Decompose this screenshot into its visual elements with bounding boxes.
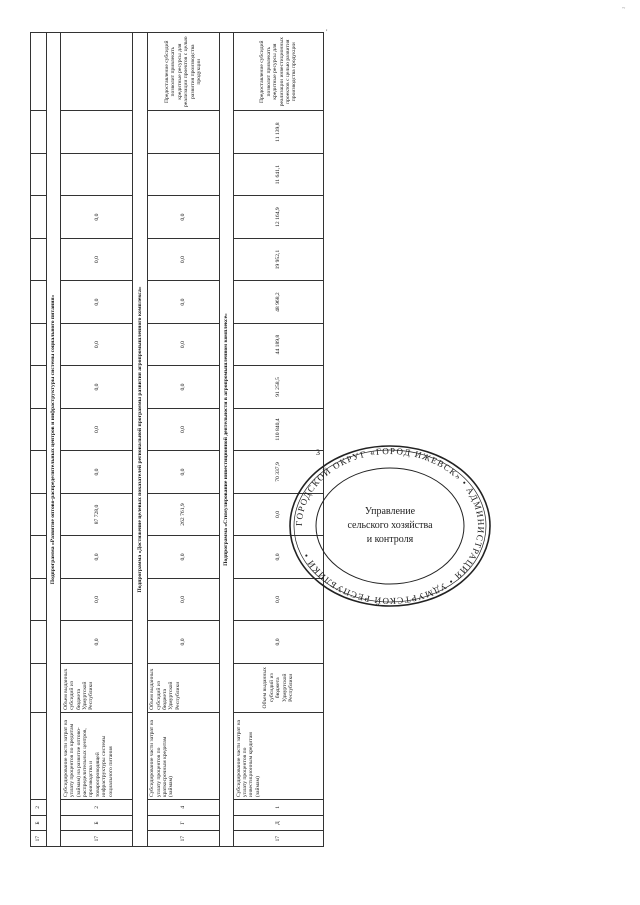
value-cell: 0,0 [147, 578, 219, 620]
measure-name: Субсидирование части затрат на уплату процентов по инвестиционным кредитам (займам) [234, 712, 324, 799]
indicator-name: Объем выданных субсидий из бюджета Удмуртской Республики [61, 663, 133, 712]
value-cell: 0,0 [61, 323, 133, 365]
value-cell: 19 952,1 [234, 238, 324, 280]
value-cell: 12 164,9 [234, 196, 324, 238]
row-code-2: Б [61, 815, 133, 831]
value-cell: 0,0 [234, 578, 324, 620]
seal-line-1: Управление [364, 506, 416, 517]
row-code-3: 1 [234, 800, 324, 816]
value-cell: 0,0 [61, 408, 133, 450]
row-code-2: Д [234, 815, 324, 831]
row-code-1: 17 [234, 831, 324, 847]
row-code-2: Г [147, 815, 219, 831]
section-title: Подпрограмма «Достижение целевых показателей региональной программы развития агропромышленного комплекса» [133, 33, 147, 847]
official-seal [284, 444, 496, 608]
value-cell: 110 840,4 [234, 408, 324, 450]
value-cell: 87 728,0 [61, 493, 133, 535]
value-cell: 0,0 [61, 281, 133, 323]
value-cell: 0,0 [147, 323, 219, 365]
value-cell: 48 968,2 [234, 281, 324, 323]
page-number: 3 [316, 448, 320, 457]
section-row [219, 33, 233, 847]
value-cell: 0,0 [147, 536, 219, 578]
value-cell: 44 189,8 [234, 323, 324, 365]
value-cell: 0,0 [147, 281, 219, 323]
seal-line-2: сельского хозяйства [347, 520, 433, 531]
note-cell: Предоставление субсидий позволит привлекать кредитные ресурсы для реализации проектов с целью развития производства продукции [147, 33, 219, 111]
value-cell: 0,0 [61, 621, 133, 663]
header-cell: 2 [31, 800, 47, 816]
indicator-name: Объем выданных субсидий из бюджета Удмуртской Республики [234, 663, 324, 712]
table-row [61, 33, 133, 847]
note-cell [61, 33, 133, 111]
value-cell: 0,0 [234, 493, 324, 535]
value-cell: 0,0 [147, 366, 219, 408]
row-code-1: 17 [61, 831, 133, 847]
section-title: Подпрограмма «Развитие оптово-распределительных центров и инфраструктуры системы социального питания» [46, 33, 60, 847]
row-code-3: 2 [61, 800, 133, 816]
section-row [46, 33, 60, 847]
table-row [234, 33, 324, 847]
section-title: Подпрограмма «Стимулирование инвестиционной деятельности в агропромышленном комплексе» [219, 33, 233, 847]
indicator-name: Объем выданных субсидий из бюджета Удмуртской Республики [147, 663, 219, 712]
value-cell: 0,0 [147, 238, 219, 280]
measure-name: Субсидирование части затрат на уплату процентов по кредитам (займам) на развитие оптово-распределительных центров, производства и товаропроводящей инфраструктуры системы социального питания [61, 712, 133, 799]
value-cell: 0,0 [147, 408, 219, 450]
seal-ring-text: ГОРОДСКОЙ ОКРУГ «ГОРОД ИЖЕВСК» • АДМИНИСТРАЦИЯ • УДМУРТСКОЙ РЕСПУБЛИКИ • [293, 445, 487, 607]
value-cell: 70 337,9 [234, 451, 324, 493]
row-code-3: 4 [147, 800, 219, 816]
margin-mark: , [326, 26, 328, 32]
value-cell: 11 641,1 [234, 153, 324, 195]
value-cell: 262 761,9 [147, 493, 219, 535]
note-cell: Предоставление субсидий позволит привлекать кредитные ресурсы для реализации инвестиционных проектов с целью развития производства продукции [234, 33, 324, 111]
seal-line-3: и контроля [366, 534, 414, 545]
value-cell: 0,0 [61, 238, 133, 280]
header-cell: 17 [31, 831, 47, 847]
value-cell: 0,0 [61, 536, 133, 578]
row-code-1: 17 [147, 831, 219, 847]
value-cell: 91 258,5 [234, 366, 324, 408]
value-cell: 0,0 [61, 578, 133, 620]
scan-artifact: ~ [622, 6, 626, 12]
value-cell: 0,0 [147, 451, 219, 493]
measure-name: Субсидирование части затрат на уплату процентов по краткосрочным кредитам (займам) [147, 712, 219, 799]
value-cell: 0,0 [61, 451, 133, 493]
value-cell: 0,0 [234, 536, 324, 578]
value-cell: 0,0 [147, 621, 219, 663]
value-cell: 0,0 [61, 366, 133, 408]
section-row [133, 33, 147, 847]
rotated-table-container [30, 32, 324, 847]
value-cell: 11 139,8 [234, 111, 324, 153]
value-cell: 0,0 [61, 196, 133, 238]
subsidy-table [30, 32, 324, 847]
table-row [147, 33, 219, 847]
header-row [31, 33, 47, 847]
header-cell: Б [31, 815, 47, 831]
value-cell: 0,0 [234, 621, 324, 663]
value-cell: 0,0 [147, 196, 219, 238]
